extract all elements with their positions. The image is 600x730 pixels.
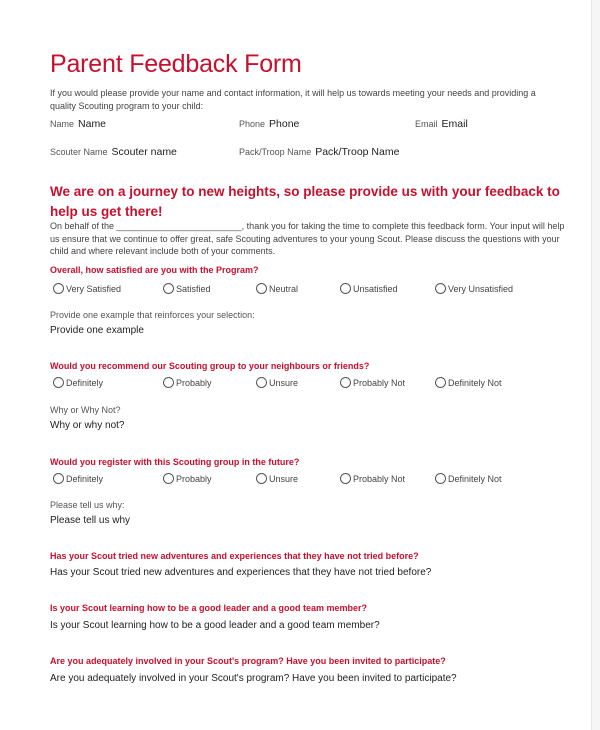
q3-option-probably-not[interactable]: Probably Not bbox=[340, 473, 405, 484]
scouter-label: Scouter Name bbox=[50, 147, 108, 157]
q3-answer-input[interactable]: Please tell us why bbox=[50, 515, 131, 526]
pack-label: Pack/Troop Name bbox=[239, 147, 312, 157]
q2-option-definitely[interactable]: Definitely bbox=[53, 377, 103, 388]
radio-icon[interactable] bbox=[256, 473, 267, 484]
radio-icon[interactable] bbox=[163, 473, 174, 484]
q3-option-definitely[interactable]: Definitely bbox=[53, 473, 103, 484]
name-label: Name bbox=[50, 119, 75, 129]
radio-icon[interactable] bbox=[256, 377, 267, 388]
email-field[interactable] bbox=[415, 118, 468, 130]
radio-icon[interactable] bbox=[435, 283, 446, 294]
pack-field[interactable] bbox=[239, 146, 399, 158]
scouter-input[interactable]: Scouter name bbox=[111, 146, 177, 158]
q3-option-probably[interactable]: Probably bbox=[163, 473, 212, 484]
q1-question: Overall, how satisfied are you with the Program? bbox=[50, 265, 259, 275]
email-label: Email bbox=[415, 119, 438, 129]
page-edge bbox=[591, 0, 600, 730]
radio-icon[interactable] bbox=[163, 283, 174, 294]
q2-option-unsure[interactable]: Unsure bbox=[256, 377, 298, 388]
q3-option-definitely-not[interactable]: Definitely Not bbox=[435, 473, 502, 484]
radio-icon[interactable] bbox=[340, 473, 351, 484]
radio-icon[interactable] bbox=[340, 283, 351, 294]
radio-icon[interactable] bbox=[340, 377, 351, 388]
radio-icon[interactable] bbox=[53, 283, 64, 294]
intro-text: If you would please provide your name and contact information, it will help us towards meeting your needs and providing a quality Scouting program to your child: bbox=[50, 88, 536, 111]
q2-option-definitely-not[interactable]: Definitely Not bbox=[435, 377, 502, 388]
name-field[interactable] bbox=[50, 118, 106, 130]
radio-icon[interactable] bbox=[435, 377, 446, 388]
radio-icon[interactable] bbox=[53, 377, 64, 388]
q1-follow-label: Provide one example that reinforces your selection: bbox=[50, 310, 255, 320]
q2-option-probably[interactable]: Probably bbox=[163, 377, 212, 388]
section-heading: We are on a journey to new heights, so please provide us with your feedback to help us get there! bbox=[50, 184, 560, 219]
phone-field[interactable] bbox=[239, 118, 299, 130]
scouter-field[interactable] bbox=[50, 146, 177, 158]
q5-answer-input[interactable]: Is your Scout learning how to be a good leader and a good team member? bbox=[50, 620, 380, 631]
phone-label: Phone bbox=[239, 119, 266, 129]
intro-paragraph: On behalf of the _________________________, thank you for taking the time to complete this feedback form. Your input will help us ensure that we continue to offer great, safe Scouting adventures to your young Scout. Please discuss the questions with your child and where relevant include both of your comments. bbox=[50, 221, 565, 256]
radio-icon[interactable] bbox=[256, 283, 267, 294]
q4-answer-input[interactable]: Has your Scout tried new adventures and experiences that they have not tried before? bbox=[50, 567, 432, 578]
q1-option-unsatisfied[interactable]: Unsatisfied bbox=[340, 283, 398, 294]
radio-icon[interactable] bbox=[53, 473, 64, 484]
q4-question: Has your Scout tried new adventures and experiences that they have not tried before? bbox=[50, 551, 419, 561]
q1-option-neutral[interactable]: Neutral bbox=[256, 283, 298, 294]
phone-input[interactable]: Phone bbox=[269, 118, 300, 130]
q2-option-probably-not[interactable]: Probably Not bbox=[340, 377, 405, 388]
q6-question: Are you adequately involved in your Scout's program? Have you been invited to participate? bbox=[50, 656, 446, 666]
q5-question: Is your Scout learning how to be a good leader and a good team member? bbox=[50, 603, 368, 613]
q1-option-satisfied[interactable]: Satisfied bbox=[163, 283, 211, 294]
q2-question: Would you recommend our Scouting group to your neighbours or friends? bbox=[50, 361, 370, 371]
q3-follow-label: Please tell us why: bbox=[50, 500, 125, 510]
q1-option-very-unsatisfied[interactable]: Very Unsatisfied bbox=[435, 283, 513, 294]
radio-icon[interactable] bbox=[163, 377, 174, 388]
q3-option-unsure[interactable]: Unsure bbox=[256, 473, 298, 484]
q6-answer-input[interactable]: Are you adequately involved in your Scout's program? Have you been invited to participate? bbox=[50, 673, 457, 684]
email-input[interactable]: Email bbox=[441, 118, 468, 130]
q1-answer-input[interactable]: Provide one example bbox=[50, 325, 144, 336]
q3-question: Would you register with this Scouting group in the future? bbox=[50, 457, 300, 467]
page-title: Parent Feedback Form bbox=[50, 50, 302, 78]
q2-answer-input[interactable]: Why or why not? bbox=[50, 420, 125, 431]
q2-follow-label: Why or Why Not? bbox=[50, 405, 121, 415]
radio-icon[interactable] bbox=[435, 473, 446, 484]
pack-input[interactable]: Pack/Troop Name bbox=[315, 146, 400, 158]
name-input[interactable]: Name bbox=[78, 118, 107, 130]
q1-option-very-satisfied[interactable]: Very Satisfied bbox=[53, 283, 121, 294]
